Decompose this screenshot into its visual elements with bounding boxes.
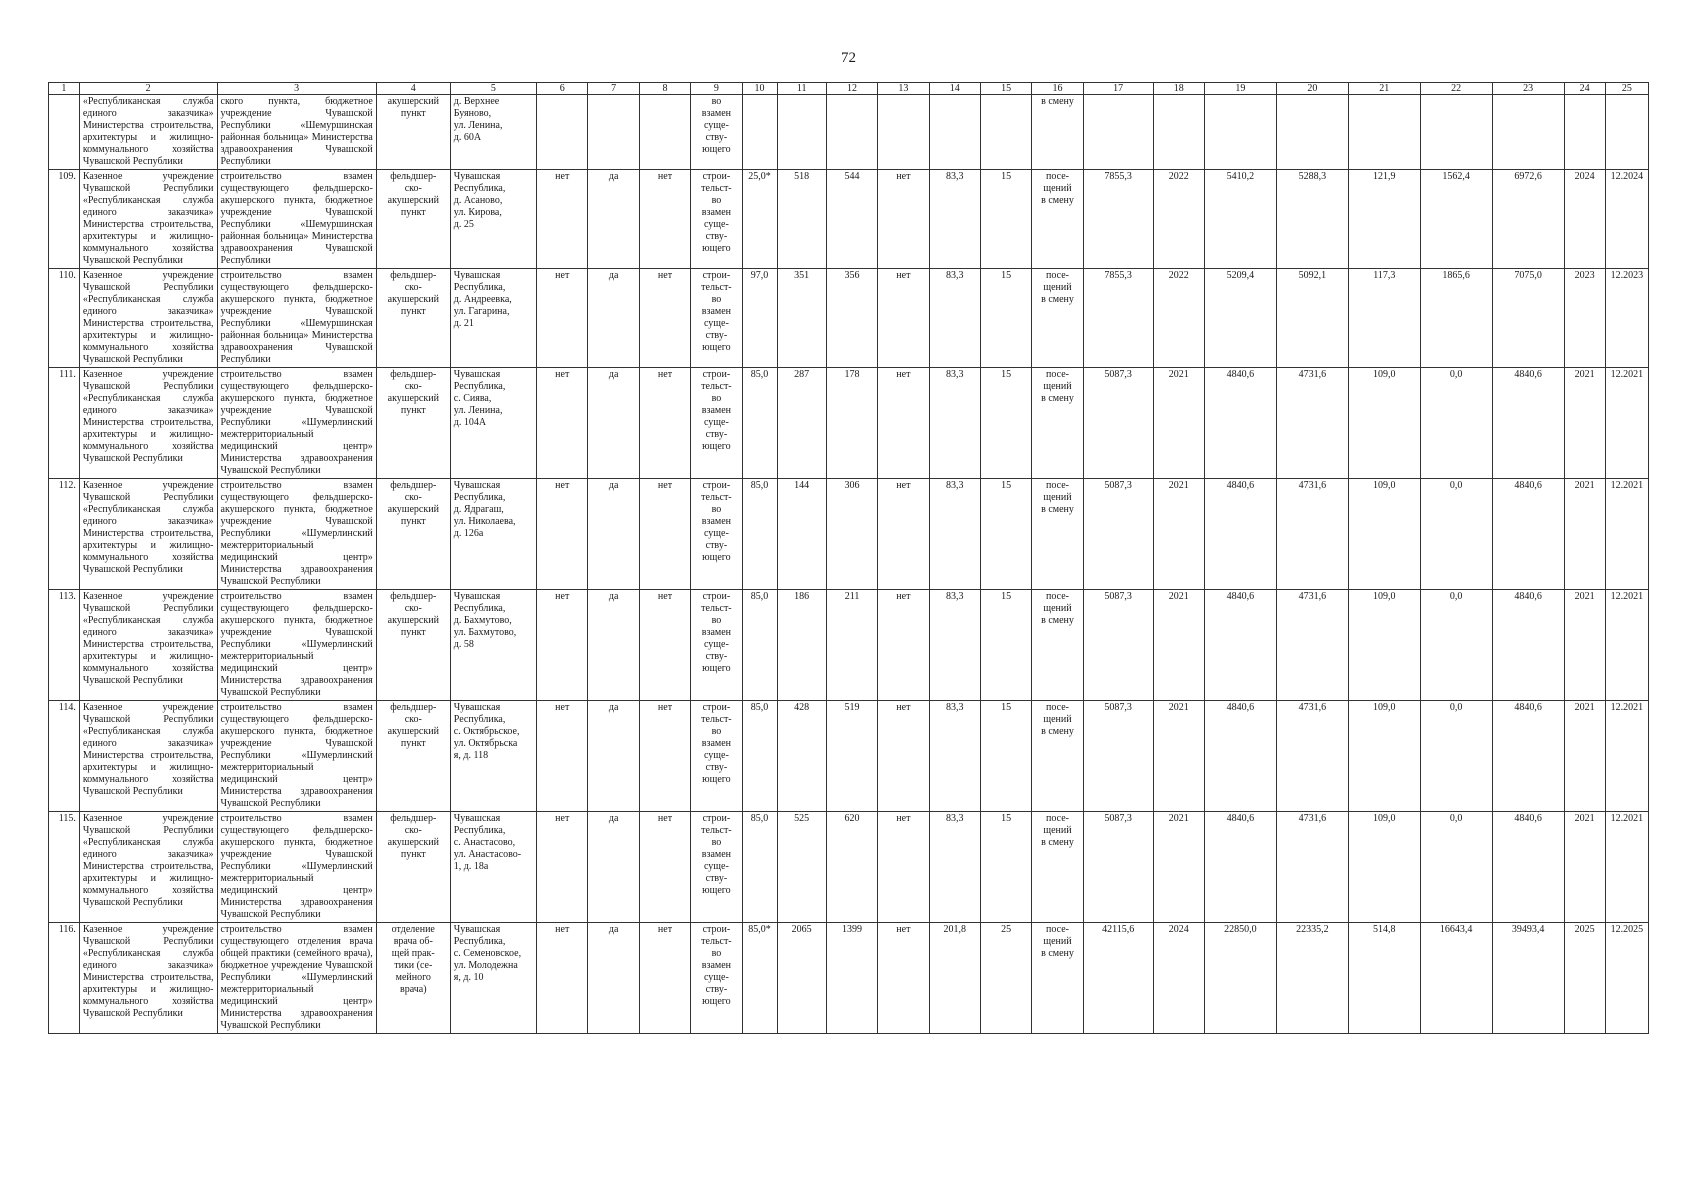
column-header: 17	[1083, 83, 1153, 95]
column-header: 3	[217, 83, 376, 95]
table-cell: 2021	[1564, 701, 1605, 812]
table-cell: нет	[878, 701, 929, 812]
table-cell: 2021	[1564, 590, 1605, 701]
column-header: 9	[691, 83, 742, 95]
table-cell: д. Верхнее Буяново, ул. Ленина, д. 60А	[450, 95, 536, 170]
table-cell: 211	[826, 590, 877, 701]
table-cell: 113.	[49, 590, 80, 701]
table-cell: строительство взамен существующего фельдшерско-акушерского пункта, бюджетное учреждение Чувашской Республики «Шумерлинский межтерриториальный медицинский центр» Министерства здравоохранения Чувашской Республики	[217, 368, 376, 479]
table-cell	[980, 95, 1031, 170]
table-cell: 15	[980, 170, 1031, 269]
table-cell: 2021	[1153, 479, 1204, 590]
table-cell: строи- тельст- во взамен суще- ству- ющего	[691, 590, 742, 701]
table-cell: строи- тельст- во взамен суще- ству- ющего	[691, 368, 742, 479]
table-cell: строительство взамен существующего фельдшерско-акушерского пункта, бюджетное учреждение Чувашской Республики «Шумерлинский межтерриториальный медицинский центр» Министерства здравоохранения Чувашской Республики	[217, 590, 376, 701]
table-cell	[49, 95, 80, 170]
table-cell: 83,3	[929, 269, 980, 368]
table-cell: Казенное учреждение Чувашской Республики «Республиканская служба единого заказчика» Министерства строительства, архитектуры и жилищно-коммунального хозяйства Чувашской Республики	[79, 269, 217, 368]
table-cell: 117,3	[1348, 269, 1420, 368]
table-cell: 201,8	[929, 923, 980, 1034]
column-header: 24	[1564, 83, 1605, 95]
table-cell: да	[588, 923, 639, 1034]
table-cell: 1865,6	[1420, 269, 1492, 368]
table-row	[49, 590, 1649, 701]
table-cell: 109,0	[1348, 590, 1420, 701]
table-cell: строи- тельст- во взамен суще- ству- ющего	[691, 812, 742, 923]
table-cell: Чувашская Республика, д. Бахмутово, ул. Бахмутово, д. 58	[450, 590, 536, 701]
table-cell: да	[588, 590, 639, 701]
table-cell	[1276, 95, 1348, 170]
table-cell: 109,0	[1348, 368, 1420, 479]
table-cell: строительство взамен существующего фельдшерско-акушерского пункта, бюджетное учреждение Чувашской Республики «Шумерлинский межтерриториальный медицинский центр» Министерства здравоохранения Чувашской Республики	[217, 479, 376, 590]
table-cell: Казенное учреждение Чувашской Республики «Республиканская служба единого заказчика» Министерства строительства, архитектуры и жилищно-коммунального хозяйства Чувашской Республики	[79, 590, 217, 701]
table-cell: 85,0	[742, 368, 777, 479]
table-cell: 85,0	[742, 479, 777, 590]
column-header: 6	[537, 83, 588, 95]
table-cell: 4840,6	[1204, 479, 1276, 590]
column-header: 20	[1276, 83, 1348, 95]
table-cell: во взамен суще- ству- ющего	[691, 95, 742, 170]
table-cell: да	[588, 269, 639, 368]
table-cell: «Республиканская служба единого заказчика» Министерства строительства, архитектуры и жилищно-коммунального хозяйства Чувашской Республики	[79, 95, 217, 170]
table-cell: 5087,3	[1083, 701, 1153, 812]
table-cell: 4731,6	[1276, 590, 1348, 701]
table-cell	[1153, 95, 1204, 170]
table-cell: 85,0	[742, 701, 777, 812]
table-cell: Казенное учреждение Чувашской Республики «Республиканская служба единого заказчика» Министерства строительства, архитектуры и жилищно-коммунального хозяйства Чувашской Республики	[79, 170, 217, 269]
table-cell: 83,3	[929, 701, 980, 812]
table-cell: 0,0	[1420, 812, 1492, 923]
table-cell: 12.2021	[1605, 368, 1648, 479]
column-header: 2	[79, 83, 217, 95]
table-cell: посе- щений в смену	[1032, 368, 1083, 479]
table-cell: нет	[639, 590, 690, 701]
table-cell: посе- щений в смену	[1032, 479, 1083, 590]
table-cell: 12.2021	[1605, 701, 1648, 812]
column-header: 8	[639, 83, 690, 95]
table-cell: отделение врача об- щей прак- тики (се- мейного врача)	[376, 923, 450, 1034]
table-cell: нет	[537, 923, 588, 1034]
table-cell: 2021	[1153, 701, 1204, 812]
table-cell: да	[588, 701, 639, 812]
table-cell: 97,0	[742, 269, 777, 368]
table-cell: 5288,3	[1276, 170, 1348, 269]
table-cell: 428	[777, 701, 826, 812]
table-cell: 2021	[1564, 368, 1605, 479]
table-cell: 7075,0	[1492, 269, 1564, 368]
table-cell: Чувашская Республика, с. Анастасово, ул. Анастасово- 1, д. 18а	[450, 812, 536, 923]
table-cell: нет	[878, 170, 929, 269]
table-cell: Чувашская Республика, с. Семеновское, ул. Молодежна я, д. 10	[450, 923, 536, 1034]
table-cell: в смену	[1032, 95, 1083, 170]
table-cell: 16643,4	[1420, 923, 1492, 1034]
table-cell: 2021	[1153, 812, 1204, 923]
table-cell: нет	[639, 170, 690, 269]
table-cell: нет	[537, 170, 588, 269]
table-cell: фельдшер- ско- акушерский пункт	[376, 368, 450, 479]
table-cell: 544	[826, 170, 877, 269]
table-cell: строи- тельст- во взамен суще- ству- ющего	[691, 269, 742, 368]
table-cell: 2021	[1153, 590, 1204, 701]
table-cell: 5087,3	[1083, 479, 1153, 590]
table-cell: 186	[777, 590, 826, 701]
table-cell: нет	[878, 479, 929, 590]
table-cell: фельдшер- ско- акушерский пункт	[376, 590, 450, 701]
column-header: 7	[588, 83, 639, 95]
table-cell: 2022	[1153, 269, 1204, 368]
table-cell: да	[588, 170, 639, 269]
table-cell: нет	[878, 590, 929, 701]
column-header: 10	[742, 83, 777, 95]
table-cell: 22850,0	[1204, 923, 1276, 1034]
table-cell: 2025	[1564, 923, 1605, 1034]
table-cell: 2024	[1153, 923, 1204, 1034]
table-cell: да	[588, 479, 639, 590]
table-cell: 110.	[49, 269, 80, 368]
table-cell: нет	[537, 701, 588, 812]
table-cell: 2021	[1153, 368, 1204, 479]
table-cell: 109,0	[1348, 479, 1420, 590]
column-header: 23	[1492, 83, 1564, 95]
table-cell	[777, 95, 826, 170]
table-cell: нет	[537, 368, 588, 479]
table-cell: 15	[980, 479, 1031, 590]
table-cell: 15	[980, 812, 1031, 923]
table-cell: 83,3	[929, 170, 980, 269]
column-header: 19	[1204, 83, 1276, 95]
table-cell: 4840,6	[1204, 368, 1276, 479]
table-cell: 121,9	[1348, 170, 1420, 269]
table-cell: 0,0	[1420, 590, 1492, 701]
table-cell: акушерский пункт	[376, 95, 450, 170]
table-cell	[588, 95, 639, 170]
table-cell: Чувашская Республика, д. Андреевка, ул. Гагарина, д. 21	[450, 269, 536, 368]
table-cell: строи- тельст- во взамен суще- ству- ющего	[691, 170, 742, 269]
table-cell: Казенное учреждение Чувашской Республики «Республиканская служба единого заказчика» Министерства строительства, архитектуры и жилищно-коммунального хозяйства Чувашской Республики	[79, 479, 217, 590]
table-cell: 12.2021	[1605, 590, 1648, 701]
table-cell: 351	[777, 269, 826, 368]
table-cell: нет	[639, 368, 690, 479]
table-cell: 83,3	[929, 368, 980, 479]
table-cell	[826, 95, 877, 170]
table-cell: Чувашская Республика, с. Октябрьское, ул. Октябрьска я, д. 118	[450, 701, 536, 812]
table-cell: 4840,6	[1204, 701, 1276, 812]
table-cell: фельдшер- ско- акушерский пункт	[376, 269, 450, 368]
table-cell: 109,0	[1348, 701, 1420, 812]
table-cell: 4731,6	[1276, 368, 1348, 479]
table-cell: Чувашская Республика, д. Асаново, ул. Кирова, д. 25	[450, 170, 536, 269]
table-cell: 6972,6	[1492, 170, 1564, 269]
table-cell: нет	[639, 479, 690, 590]
table-row	[49, 170, 1649, 269]
table-cell: 620	[826, 812, 877, 923]
table-cell: 144	[777, 479, 826, 590]
column-header: 15	[980, 83, 1031, 95]
table-cell: 0,0	[1420, 701, 1492, 812]
table-cell: 4840,6	[1492, 590, 1564, 701]
table-cell: 25,0*	[742, 170, 777, 269]
table-cell: 12.2023	[1605, 269, 1648, 368]
table-cell: 4731,6	[1276, 812, 1348, 923]
table-cell: 39493,4	[1492, 923, 1564, 1034]
table-cell	[639, 95, 690, 170]
table-cell: 83,3	[929, 479, 980, 590]
table-cell	[1492, 95, 1564, 170]
table-row	[49, 95, 1649, 170]
table-cell: 112.	[49, 479, 80, 590]
table-cell: нет	[878, 269, 929, 368]
table-cell: 4731,6	[1276, 701, 1348, 812]
table-cell: нет	[878, 923, 929, 1034]
table-cell: строительство взамен существующего фельдшерско-акушерского пункта, бюджетное учреждение Чувашской Республики «Шумерлинский межтерриториальный медицинский центр» Министерства здравоохранения Чувашской Республики	[217, 701, 376, 812]
column-header: 14	[929, 83, 980, 95]
table-cell: 0,0	[1420, 368, 1492, 479]
table-cell: 15	[980, 590, 1031, 701]
table-cell: строи- тельст- во взамен суще- ству- ющего	[691, 701, 742, 812]
table-row	[49, 368, 1649, 479]
table-cell: 12.2025	[1605, 923, 1648, 1034]
table-cell: 4840,6	[1492, 479, 1564, 590]
column-header: 25	[1605, 83, 1648, 95]
table-cell: строи- тельст- во взамен суще- ству- ющего	[691, 479, 742, 590]
table-cell	[1348, 95, 1420, 170]
table-cell: 83,3	[929, 812, 980, 923]
table-cell: 4840,6	[1492, 701, 1564, 812]
table-cell: строительство взамен существующего фельдшерско-акушерского пункта, бюджетное учреждение Чувашской Республики «Шумерлинский межтерриториальный медицинский центр» Министерства здравоохранения Чувашской Республики	[217, 812, 376, 923]
table-cell: 7855,3	[1083, 170, 1153, 269]
table-cell: фельдшер- ско- акушерский пункт	[376, 479, 450, 590]
table-cell: нет	[537, 479, 588, 590]
table-cell: строительство взамен существующего отделения врача общей практики (семейного врача), бюджетное учреждение Чувашской Республики «Шумерлинский межтерриториальный медицинский центр» Министерства здравоохранения Чувашской Республики	[217, 923, 376, 1034]
table-cell: 4840,6	[1492, 812, 1564, 923]
table-cell	[1605, 95, 1648, 170]
table-cell: 525	[777, 812, 826, 923]
table-cell: нет	[639, 269, 690, 368]
table-cell: фельдшер- ско- акушерский пункт	[376, 701, 450, 812]
table-cell: Казенное учреждение Чувашской Республики «Республиканская служба единого заказчика» Министерства строительства, архитектуры и жилищно-коммунального хозяйства Чувашской Республики	[79, 923, 217, 1034]
table-cell: 15	[980, 701, 1031, 812]
column-header: 22	[1420, 83, 1492, 95]
table-cell: 109.	[49, 170, 80, 269]
table-cell	[537, 95, 588, 170]
table-cell: да	[588, 812, 639, 923]
table-cell: нет	[639, 701, 690, 812]
table-cell: нет	[639, 923, 690, 1034]
column-header: 18	[1153, 83, 1204, 95]
table-cell: нет	[537, 269, 588, 368]
table-cell: фельдшер- ско- акушерский пункт	[376, 170, 450, 269]
column-header: 16	[1032, 83, 1083, 95]
table-cell: посе- щений в смену	[1032, 590, 1083, 701]
table-cell: 85,0	[742, 590, 777, 701]
table-cell: 2023	[1564, 269, 1605, 368]
table-row	[49, 812, 1649, 923]
table-cell: 12.2021	[1605, 479, 1648, 590]
table-cell: 2022	[1153, 170, 1204, 269]
table-cell: 109,0	[1348, 812, 1420, 923]
table-cell: 5092,1	[1276, 269, 1348, 368]
table-cell: нет	[537, 590, 588, 701]
table-row	[49, 269, 1649, 368]
table-cell: фельдшер- ско- акушерский пункт	[376, 812, 450, 923]
table-cell: 83,3	[929, 590, 980, 701]
table-cell: посе- щений в смену	[1032, 812, 1083, 923]
table-cell: 5087,3	[1083, 590, 1153, 701]
table-cell: 115.	[49, 812, 80, 923]
table-cell: 42115,6	[1083, 923, 1153, 1034]
table-cell: посе- щений в смену	[1032, 701, 1083, 812]
table-cell: 1399	[826, 923, 877, 1034]
table-cell: Чувашская Республика, д. Ядрагаш, ул. Николаева, д. 126а	[450, 479, 536, 590]
table-cell: посе- щений в смену	[1032, 923, 1083, 1034]
table-row	[49, 701, 1649, 812]
table-cell: строительство взамен существующего фельдшерско-акушерского пункта, бюджетное учреждение Чувашской Республики «Шемуршинская районная больница» Министерства здравоохранения Чувашской Республики	[217, 170, 376, 269]
table-body	[49, 95, 1649, 1034]
table-cell	[1083, 95, 1153, 170]
table-cell: 15	[980, 368, 1031, 479]
table-cell: 85,0	[742, 812, 777, 923]
table-cell	[878, 95, 929, 170]
page-number: 72	[841, 50, 856, 66]
column-header: 5	[450, 83, 536, 95]
table-cell: 4731,6	[1276, 479, 1348, 590]
table-cell: строительство взамен существующего фельдшерско-акушерского пункта, бюджетное учреждение Чувашской Республики «Шемуршинская районная больница» Министерства здравоохранения Чувашской Республики	[217, 269, 376, 368]
column-header: 12	[826, 83, 877, 95]
table-cell: 4840,6	[1204, 812, 1276, 923]
table-cell: 306	[826, 479, 877, 590]
column-header: 1	[49, 83, 80, 95]
column-header: 21	[1348, 83, 1420, 95]
table-cell: 287	[777, 368, 826, 479]
table-cell: нет	[878, 368, 929, 479]
table-cell: 356	[826, 269, 877, 368]
table-cell: 2065	[777, 923, 826, 1034]
table-cell: 5410,2	[1204, 170, 1276, 269]
table-cell: 514,8	[1348, 923, 1420, 1034]
table-cell: Чувашская Республика, с. Сиява, ул. Ленина, д. 104А	[450, 368, 536, 479]
table-cell	[742, 95, 777, 170]
column-header: 13	[878, 83, 929, 95]
table-cell	[1420, 95, 1492, 170]
table-cell	[1564, 95, 1605, 170]
table-cell: 0,0	[1420, 479, 1492, 590]
data-table	[48, 82, 1649, 1034]
table-cell: 519	[826, 701, 877, 812]
table-cell: 178	[826, 368, 877, 479]
table-cell: 5087,3	[1083, 812, 1153, 923]
column-header: 11	[777, 83, 826, 95]
table-cell: 85,0*	[742, 923, 777, 1034]
table-cell: нет	[878, 812, 929, 923]
table-cell	[1204, 95, 1276, 170]
table-cell: 12.2024	[1605, 170, 1648, 269]
table-cell: 111.	[49, 368, 80, 479]
table-cell: нет	[537, 812, 588, 923]
table-cell: 15	[980, 269, 1031, 368]
table-cell: 2021	[1564, 479, 1605, 590]
table-cell: 2021	[1564, 812, 1605, 923]
table-cell: Казенное учреждение Чувашской Республики «Республиканская служба единого заказчика» Министерства строительства, архитектуры и жилищно-коммунального хозяйства Чувашской Республики	[79, 701, 217, 812]
table-cell: 12.2021	[1605, 812, 1648, 923]
table-cell: да	[588, 368, 639, 479]
table-row	[49, 479, 1649, 590]
column-header: 4	[376, 83, 450, 95]
table-cell: 7855,3	[1083, 269, 1153, 368]
table-cell: Казенное учреждение Чувашской Республики «Республиканская служба единого заказчика» Министерства строительства, архитектуры и жилищно-коммунального хозяйства Чувашской Республики	[79, 368, 217, 479]
table-cell: строи- тельст- во взамен суще- ству- ющего	[691, 923, 742, 1034]
table-row	[49, 923, 1649, 1034]
table-cell: посе- щений в смену	[1032, 269, 1083, 368]
table-cell: 114.	[49, 701, 80, 812]
table-cell: 518	[777, 170, 826, 269]
table-cell: посе- щений в смену	[1032, 170, 1083, 269]
table-cell: 116.	[49, 923, 80, 1034]
table-cell: 5209,4	[1204, 269, 1276, 368]
table-cell: 25	[980, 923, 1031, 1034]
table-cell: Казенное учреждение Чувашской Республики «Республиканская служба единого заказчика» Министерства строительства, архитектуры и жилищно-коммунального хозяйства Чувашской Республики	[79, 812, 217, 923]
table-cell: 4840,6	[1492, 368, 1564, 479]
table-cell: нет	[639, 812, 690, 923]
table-cell: ского пункта, бюджетное учреждение Чувашской Республики «Шемуршинская районная больница» Министерства здравоохранения Чувашской Республики	[217, 95, 376, 170]
table-cell: 22335,2	[1276, 923, 1348, 1034]
table-cell	[929, 95, 980, 170]
column-header-row	[49, 83, 1649, 95]
table-cell: 4840,6	[1204, 590, 1276, 701]
table-cell: 5087,3	[1083, 368, 1153, 479]
table-cell: 1562,4	[1420, 170, 1492, 269]
table-cell: 2024	[1564, 170, 1605, 269]
